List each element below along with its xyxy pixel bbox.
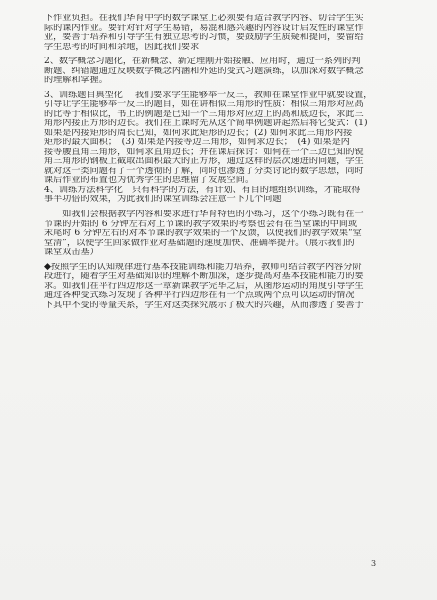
- paragraph: [44, 210, 400, 258]
- paragraph: [44, 43, 400, 53]
- text-line: 2、数学概念习题化，在新概念、新定理刚开始接触、应用时，通过一系列的判: [44, 57, 361, 67]
- paragraph: [44, 186, 400, 205]
- text-line: 业，要善于培养和引导学生有独立思考的习惯，要鼓励学生质疑和提问，要留给: [44, 33, 364, 42]
- text-line: 4、训练方法科学化 只有科学的方法，有计划、有目的地组织训练，才能取得: [44, 185, 361, 195]
- text-line: 3、训练题目典型化 我们要求学生能够举一反三，教师在课堂作业中就要设置，: [44, 90, 373, 100]
- text-line: 通过各种变式练习发现了各种平行四边形在有一个点或两个点可以运动的情况: [44, 291, 355, 301]
- page-number: 3: [371, 559, 377, 568]
- text-line: 的理解和掌握。: [44, 76, 108, 86]
- text-line: 引导让学生能够举一反三的题目，如在讲相似三角形的性质：相似三角形对应高: [44, 100, 364, 110]
- text-line: 学生思考的时间和余地，因此我们要求: [44, 42, 200, 52]
- text-line: 接等腰直角三角形，如何求直角边长；并在课后探讨：如何在一个三边已知的锐: [44, 147, 364, 157]
- text-line: 节课的开始的 6 分钟左右对上节课的教学效果的考察也会有在当堂课的中间或: [44, 219, 358, 229]
- paragraph: [44, 57, 400, 67]
- text-line: 断题、纠错题通过反映数学概念内涵和外延的变式习题演练，以加深对数学概念: [44, 66, 364, 76]
- text-line: 下其中不变的等量关系，学生对这类探究展示了极大的兴趣，从而渗透了要善于: [44, 300, 364, 310]
- text-line: 际的课内作业。要针对针对学生易错，易混和感兴趣的内容设计启发性的课堂作: [44, 23, 364, 33]
- text-line: 下作业负担。在我们华育中学的数学课堂上必须要有适合教学内容、切合学生实: [44, 14, 364, 23]
- text-line: 矩形的最大面积； (3) 如果是内接等边三角形，如何求边长； (4) 如果是内: [44, 138, 350, 148]
- text-line: 求。如我们在平行四边形这一章新课教学完毕之后，从图形运动的角度引导学生: [44, 281, 364, 291]
- text-line: 如我们会根据教学内容和要求进行华育特色的小练习，这个小练习既有在一: [44, 210, 364, 220]
- paragraph: [44, 24, 400, 34]
- text-line: 堂清”，以使学生回家做作业对基础题的速度加快、准确率提升。（展示我们的: [44, 238, 355, 248]
- text-line: ◆按照学生的认知规律进行基本技能训练和能力培养，教师可结合教学内容分阶: [44, 262, 362, 272]
- text-line: 就对这一类问题有了一个透彻的了解，同时也渗透了分类讨论的数学思想，同时: [44, 166, 364, 176]
- text-line: 事半功倍的效果，为此我们的课堂训练会注意一下几个问题: [44, 195, 282, 205]
- paragraph: [44, 91, 400, 186]
- paragraph: [44, 76, 400, 86]
- text-line: 末尾时 6 分钟左右的对本节课的教学效果的一个反馈，以使我们的教学效果“堂: [44, 229, 362, 239]
- paragraph: [44, 263, 400, 311]
- text-line: 如果是内接矩形的周长已知，如何求此矩形的边长；(2) 如何求此三角形内接: [44, 128, 353, 138]
- text-line: 课堂双击基）: [44, 248, 99, 258]
- text-line: 角形内接正方形的边长。我们在上课时先从这个简单例题讲起然后将它变式：(1): [44, 119, 368, 129]
- text-line: 角三角形的钢板上截取出面积最大的正方形，通过这样的层次递进的问题，学生: [44, 157, 364, 167]
- paragraph: [44, 33, 400, 43]
- text-line: 段进行，随着学生对基础知识的理解不断加深，逐步提高对基本技能和能力的要: [44, 272, 364, 282]
- text-line: 课后作业的布置也为优秀学生的思维留了发展空间。: [44, 176, 255, 186]
- paragraph: [44, 67, 400, 77]
- document-body: [44, 14, 400, 310]
- text-line: 的比等于相似比，书上的例题是已知一个三角形对应边上的高和底边长，求此三: [44, 109, 364, 119]
- paragraph: [44, 14, 400, 24]
